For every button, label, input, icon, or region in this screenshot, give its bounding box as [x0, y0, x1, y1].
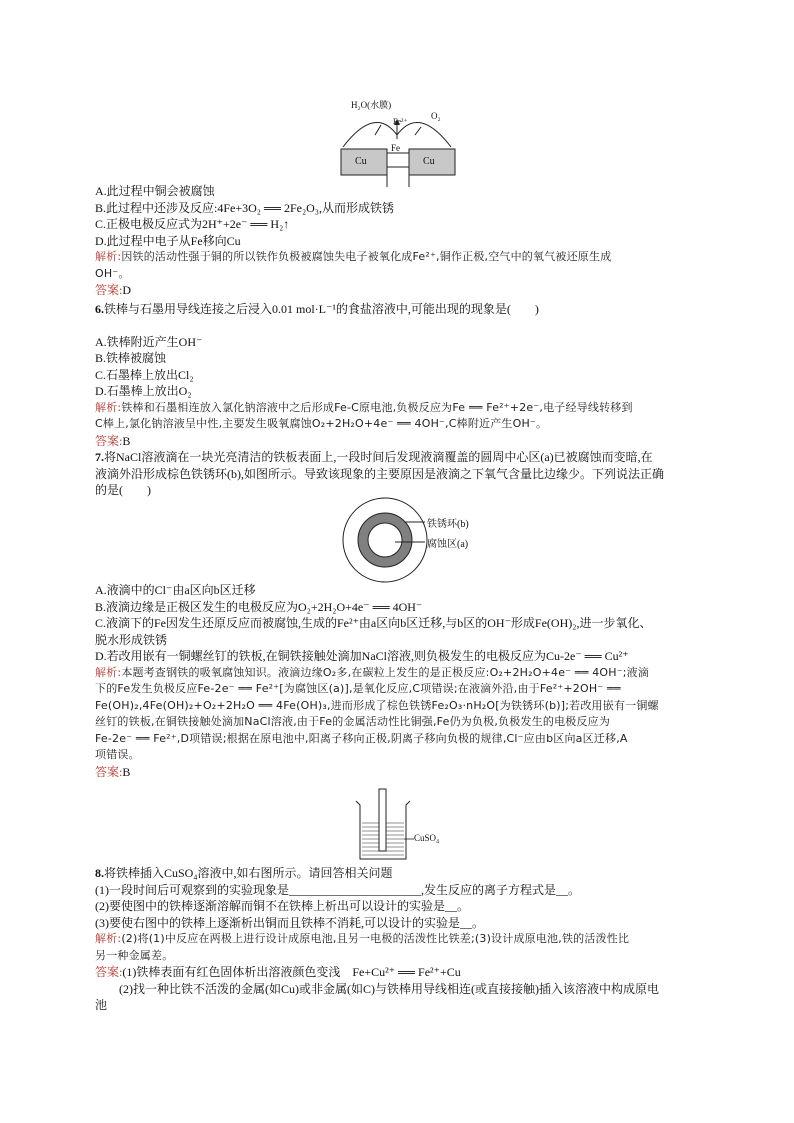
question-5	[95, 183, 611, 299]
fe-label: Fe	[391, 143, 400, 153]
q8-part-1: (1)一段时间后可观察到的实验现象是______________________,发生反应的离子方程式是__。	[95, 882, 580, 897]
q8-answer-line-3: 池	[95, 998, 108, 1012]
q8-stem-line	[95, 865, 659, 882]
q5-answer	[95, 282, 611, 299]
droplet-diagram	[325, 495, 525, 585]
fe2-label: Fe²⁺	[393, 117, 408, 126]
q6-option-a: A.铁棒附近产生OH⁻	[95, 334, 203, 349]
q5-option-c: C.正极电极反应式为2H⁺+2e⁻ ══ H₂↑	[95, 217, 290, 231]
q6-number: 6.	[95, 302, 104, 316]
q8-explanation-text-1: (2)将(1)中反应在两极上进行设计成原电池,且另一电极的活泼性比铁差;(3)设计成原电池,铁的活泼性比	[121, 932, 630, 945]
q7-explanation-line-6: 项错误。	[95, 748, 140, 761]
q7-stem-line-2: 液滴外沿形成棕色铁锈环(b),如图所示。导致该现象的主要原因是液滴之下氧气含量比边缘少。下列说法正确	[95, 466, 664, 481]
q7-answer-value: B	[122, 764, 131, 779]
q8-explanation-line-1	[95, 931, 659, 948]
q6-stem-line	[95, 301, 633, 318]
q7-stem-line-1	[95, 449, 664, 466]
q7-explanation-line-4: 丝钉的铁板,在铜铁接触处滴加NaCl溶液,由于Fe的金属活动性比铜强,Fe仍为负极,负极发生的电极反应为	[95, 715, 611, 728]
question-6	[95, 301, 633, 449]
q7-explanation-line-3: Fe(OH)₂,4Fe(OH)₂+O₂+2H₂O ══ 4Fe(OH)₃,进而形成了棕色铁锈Fe₂O₃·nH₂O[为铁锈环(b)];若改用嵌有一铜螺	[95, 698, 659, 712]
q8-explanation-line-2: 另一种金属差。	[95, 948, 174, 962]
q6-explanation-label: 解析:	[95, 400, 122, 414]
q7-number: 7.	[95, 450, 104, 464]
beaker-figure	[350, 787, 460, 863]
q7-options	[95, 582, 659, 780]
q7-answer-label: 答案:	[95, 764, 123, 779]
q7-answer	[95, 764, 659, 781]
q5-answer-label: 答案:	[95, 283, 123, 297]
q6-option-c: C.石墨棒上放出Cl₂	[95, 367, 194, 382]
q8-number: 8.	[95, 866, 104, 880]
q7-explanation-line-5: Fe-2e⁻ ══ Fe²⁺,D项错误;根据在原电池中,阳离子移向正极,阴离子移向负极的规律,Cl⁻应由b区向a区迁移,A	[95, 731, 628, 745]
q6-option-d: D.石墨棒上放出O₂	[95, 384, 192, 398]
q7-explanation-line-2: 下的Fe发生负极反应Fe-2e⁻ ══ Fe²⁺[为腐蚀区(a)],是氧化反应,C项错误;在液滴外沿,由于Fe²⁺+2OH⁻ ══	[95, 682, 621, 695]
q6-option-b: B.铁棒被腐蚀	[95, 351, 167, 365]
corrosion-zone-label: 腐蚀区(a)	[427, 539, 469, 550]
droplet-figure	[325, 495, 525, 585]
q8-explanation-label: 解析:	[95, 932, 122, 945]
rust-ring-label: 铁锈环(b)	[427, 519, 469, 530]
corrosion-figure	[335, 95, 460, 187]
q6-explanation-text-1: 铁棒和石墨相连放入氯化钠溶液中之后形成Fe-C原电池,负极反应为Fe ══ Fe²⁺+2e⁻,电子经导线转移到	[121, 400, 633, 414]
q7-explanation-label: 解析:	[95, 665, 122, 679]
question-8	[95, 865, 659, 1014]
water-film-label: H₂O(水膜)	[351, 100, 392, 110]
q7-option-b: B.液滴边缘是正极区发生的电极反应为O₂+2H₂O+4e⁻ ══ 4OH⁻	[95, 599, 423, 614]
q5-option-b: B.此过程中还涉及反应:4Fe+3O₂ ══ 2Fe₂O₃,从而形成铁锈	[95, 200, 394, 215]
q5-option-a: A.此过程中铜会被腐蚀	[95, 184, 215, 198]
q7-explanation-line-1	[95, 665, 659, 682]
q7-explanation-text-1: 本题考查钢铁的吸氧腐蚀知识。液滴边缘O₂多,在碳粒上发生的是正极反应:O₂+2H₂O+4e⁻ ══ 4OH⁻;液滴	[121, 665, 650, 679]
q5-explanation-label: 解析:	[95, 250, 122, 263]
q8-stem: 将铁棒插入CuSO₄溶液中,如右图所示。请回答相关问题	[104, 866, 393, 880]
q5-explanation-text-1: 因铁的活动性强于铜的所以铁作负极被腐蚀失电子被氧化成Fe²⁺,铜作正极,空气中的氧气被还原生成	[121, 250, 612, 263]
q8-answer-line-2: (2)找一种比铁不活泼的金属(如Cu)或非金属(如C)与铁棒用导线相连(或直接接触)插入该溶液中构成原电	[119, 981, 659, 996]
q6-answer-label: 答案:	[95, 433, 123, 448]
q8-answer-label: 答案:	[95, 965, 123, 979]
q5-option-d: D.此过程中电子从Fe移向Cu	[95, 233, 241, 248]
cu-right-label: Cu	[423, 156, 435, 167]
q5-answer-value: D	[122, 283, 132, 297]
q7-stem-text-1: 将NaCl溶液滴在一块光亮清洁的铁板表面上,一段时间后发现液滴覆盖的圆周中心区(a)已被腐蚀而变暗,在	[104, 450, 653, 464]
q7-option-c-cont: 脱水形成铁锈	[95, 632, 168, 647]
q7-stem-line-3: 的是( )	[95, 483, 151, 497]
q8-part-3: (3)要使右图中的铁棒上逐渐析出铜而且铁棒不消耗,可以设计的实验是__。	[95, 915, 484, 930]
q8-answer-text-1: (1)铁棒表面有红色固体析出溶液颜色变浅 Fe+Cu²⁺ ══ Fe²⁺+Cu	[122, 965, 461, 979]
cu-left-label: Cu	[355, 156, 367, 167]
q5-explanation-line-1	[95, 249, 611, 266]
q7-option-c: C.液滴下的Fe因发生还原反应而被腐蚀,生成的Fe²⁺由a区向b区迁移,与b区的OH⁻形成Fe(OH)₂,进一步氧化、	[95, 616, 652, 630]
q8-part-2: (2)要使图中的铁棒逐渐溶解而铜不在铁棒上析出可以设计的实验是__。	[95, 899, 469, 913]
q7-option-d: D.若改用嵌有一铜螺丝钉的铁板,在铜铁接触处滴加NaCl溶液,则负极发生的电极反应为Cu-2e⁻ ══ Cu²⁺	[95, 649, 629, 663]
q5-explanation-line-2: OH⁻。	[95, 266, 130, 280]
cuso4-label: CuSO₄	[414, 833, 440, 843]
beaker-diagram	[350, 787, 460, 863]
q6-answer-value: B	[122, 433, 131, 448]
o2-label: O₂	[431, 111, 441, 121]
q6-explanation-line-2: C棒上,氯化钠溶液呈中性,主要发生吸氧腐蚀O₂+2H₂O+4e⁻ ══ 4OH⁻,C棒附近产生OH⁻。	[95, 417, 548, 430]
q6-explanation-line-1	[95, 400, 633, 417]
question-7	[95, 449, 664, 499]
q8-answer-line-1	[95, 964, 659, 981]
q6-answer	[95, 433, 633, 450]
q7-option-a: A.液滴中的Cl⁻由a区向b区迁移	[95, 583, 256, 597]
q6-stem: 铁棒与石墨用导线连接之后浸入0.01 mol·L⁻¹的食盐溶液中,可能出现的现象是( )	[104, 302, 539, 316]
